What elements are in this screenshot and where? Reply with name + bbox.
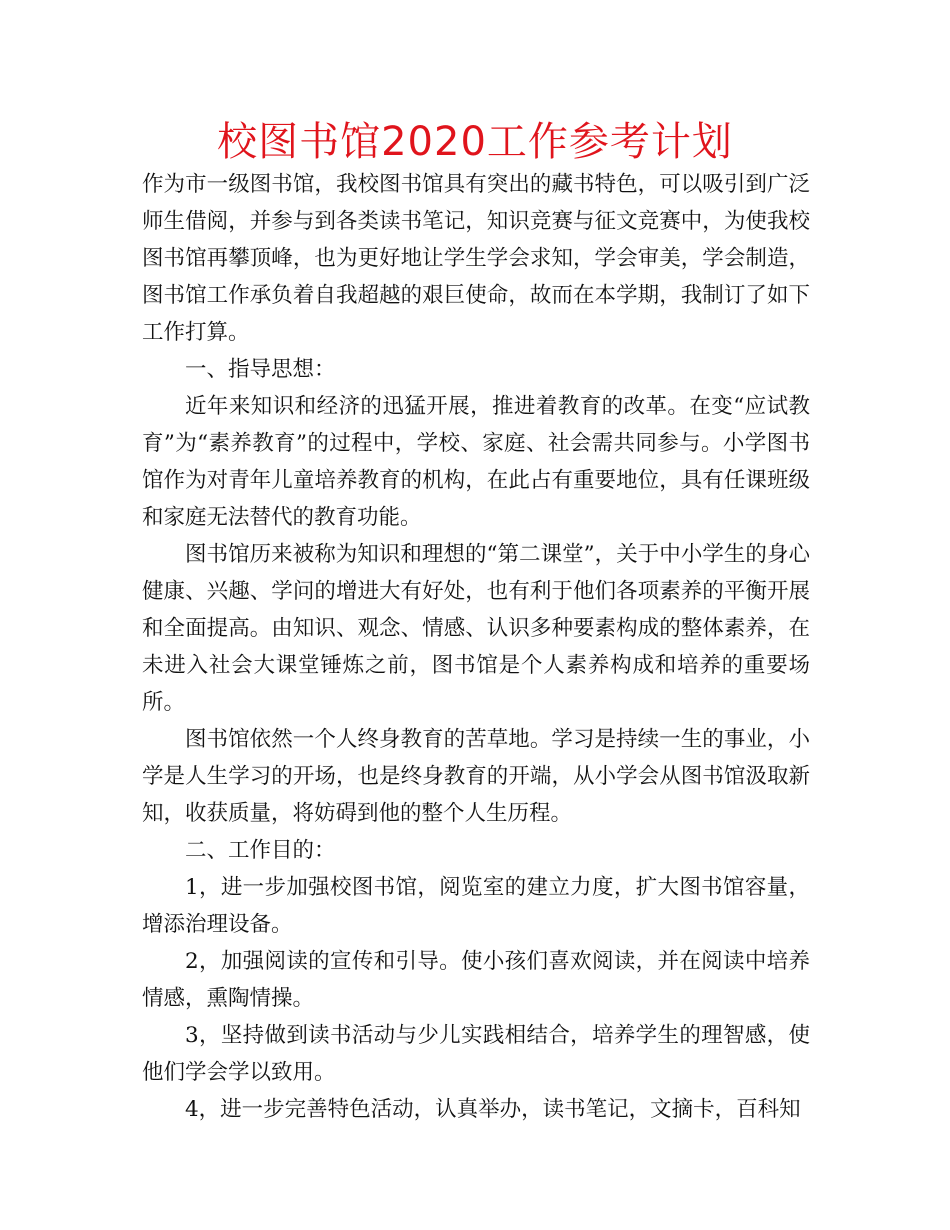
paragraph-guiding-3: 图书馆依然一个人终身教育的苦草地。学习是持续一生的事业，小学是人生学习的开场，也是终身教育的开端，从小学会从图书馆汲取新知，收获质量，将妨碍到他的整个人生历程。 <box>142 727 810 826</box>
list-item-goal-1: 1，进一步加强校图书馆，阅览室的建立力度，扩大图书馆容量，增添治理设备。 <box>142 875 810 937</box>
document-body <box>142 166 810 1128</box>
paragraph-guiding-1: 近年来知识和经济的迅猛开展，推进着教育的改革。在变“应试教育”为“素养教育”的过程中，学校、家庭、社会需共同参与。小学图书馆作为对青年儿童培养教育的机构，在此占有重要地位，具有任课班级和家庭无法替代的教育功能。 <box>142 394 810 530</box>
section-heading-work-goals: 二、工作目的： <box>185 838 336 863</box>
paragraph-guiding-2: 图书馆历来被称为知识和理想的“第二课堂”，关于中小学生的身心健康、兴趣、学问的增进大有好处，也有利于他们各项素养的平衡开展和全面提高。由知识、观念、情感、认识多种要素构成的整体素养，在未进入社会大课堂锤炼之前，图书馆是个人素养构成和培养的重要场所。 <box>142 542 810 715</box>
paragraph-intro: 作为市一级图书馆，我校图书馆具有突出的藏书特色，可以吸引到广泛师生借阅，并参与到各类读书笔记，知识竞赛与征文竞赛中，为使我校图书馆再攀顶峰，也为更好地让学生学会求知，学会审美，学会制造，图书馆工作承负着自我超越的艰巨使命，故而在本学期，我制订了如下工作打算。 <box>142 172 810 345</box>
list-item-goal-2: 2，加强阅读的宣传和引导。使小孩们喜欢阅读，并在阅读中培养情感，熏陶情操。 <box>142 949 810 1011</box>
document-title: 校图书馆2020工作参考计划 <box>217 119 733 165</box>
list-item-goal-3: 3，坚持做到读书活动与少儿实践相结合，培养学生的理智感，使他们学会学以致用。 <box>142 1023 810 1085</box>
section-heading-guiding-ideas: 一、指导思想： <box>185 357 336 382</box>
list-item-goal-4: 4，进一步完善特色活动，认真举办，读书笔记，文摘卡，百科知 <box>185 1097 801 1122</box>
